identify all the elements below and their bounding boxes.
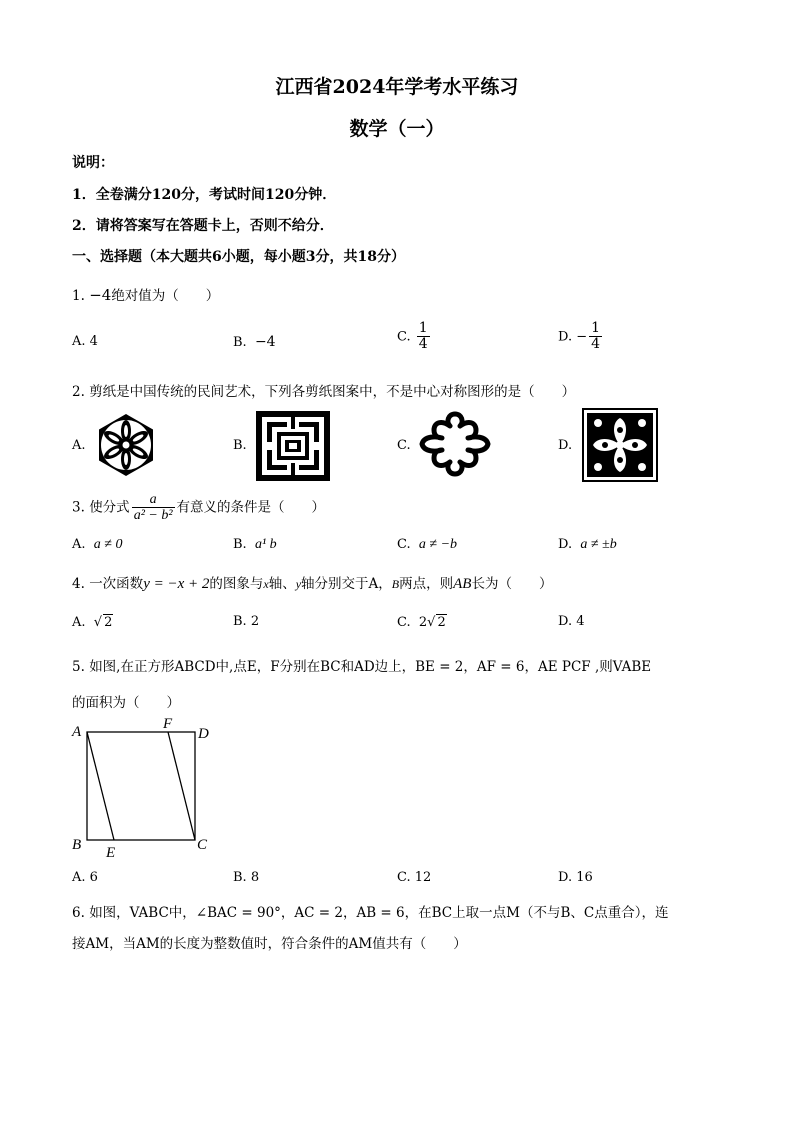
square-abcd-figure (68, 714, 218, 864)
question-1 (72, 284, 219, 304)
q5-option-b: B. 8 (233, 870, 260, 885)
q1-text: 绝对值为（ ） (111, 288, 220, 304)
q4-option-d: D. 4 (558, 614, 585, 629)
question-6-line-2: 接AM，当AM的长度为整数值时，符合条件的AM值共有（ ） (72, 936, 467, 952)
question-4: 4. 一次函数y = −x + 2的图象与x轴、y轴分别交于A，B两点，则AB长为（ ） (72, 576, 553, 592)
papercut-flower-square-image (582, 408, 658, 482)
page-subtitle: 数学（一） (349, 118, 445, 140)
vertex-label-d: D (198, 726, 209, 742)
q2-option-c-label: C. (397, 438, 411, 453)
q4-option-c: C. 2√ 2 (397, 615, 446, 630)
q4-option-b: B. 2 (233, 614, 260, 629)
q4-option-a: A. √ 2 (72, 615, 113, 630)
papercut-hexagon-flower-image (93, 412, 159, 478)
question-3: 3. 使分式 $\frac{a}{\text{a² − b²}}$ 有意义的条件是（ ） (72, 492, 326, 524)
section-heading: 一、选择题（本大题共6小题，每小题3分，共18分） (72, 249, 405, 265)
q5-option-c: C. 12 (397, 870, 432, 885)
papercut-cloud-outline-image (416, 408, 494, 480)
q3-option-d: D. a ≠ ±b (558, 537, 617, 552)
q2-option-d-label: D. (558, 438, 573, 453)
q5-option-a: A. 6 (72, 870, 98, 885)
vertex-label-c: C (197, 837, 208, 853)
q1-option-a: A. 4 (72, 334, 98, 349)
q1-option-c: C. $\frac{1}{4}$ (397, 320, 428, 353)
vertex-label-a: A (72, 724, 82, 740)
question-2: 2. 剪纸是中国传统的民间艺术，下列各剪纸图案中，不是中心对称图形的是（ ） (72, 384, 576, 400)
q3-option-c: C. a ≠ −b (397, 537, 458, 552)
notes-label: 说明： (72, 155, 114, 171)
question-5-line-2: 的面积为（ ） (72, 695, 180, 711)
q1-expression: −4 (89, 286, 112, 304)
vertex-label-b: B (72, 837, 82, 853)
question-number: 1. (72, 288, 85, 304)
q2-option-b-label: B. (233, 438, 247, 453)
q3-option-b: B. a¹ b (233, 537, 277, 552)
notes-line-2: 2．请将答案写在答题卡上，否则不给分． (72, 218, 334, 234)
q2-option-a-label: A. (72, 438, 86, 453)
q1-option-d: D. − $\frac{1}{4}$ (558, 320, 601, 353)
point-label-f: F (163, 716, 173, 732)
page-title: 江西省2024年学考水平练习 (275, 76, 519, 98)
q3-option-a: A. a ≠ 0 (72, 537, 123, 552)
question-5-line-1: 5. 如图,在正方形ABCD中,点E，F分别在BC和AD边上，BE = 2，AF = 6，AE PCF ,则VABE (72, 659, 652, 675)
q1-option-b: B. −4 (233, 334, 276, 350)
question-6-line-1: 6. 如图，VABC中，∠BAC = 90°，AC = 2，AB = 6，在BC上取一点M（不与B、C点重合），连 (72, 905, 669, 921)
q5-option-d: D. 16 (558, 870, 593, 885)
notes-line-1: 1．全卷满分120分，考试时间120分钟． (72, 187, 337, 203)
papercut-maze-square-image (255, 410, 331, 482)
point-label-e: E (106, 845, 116, 861)
